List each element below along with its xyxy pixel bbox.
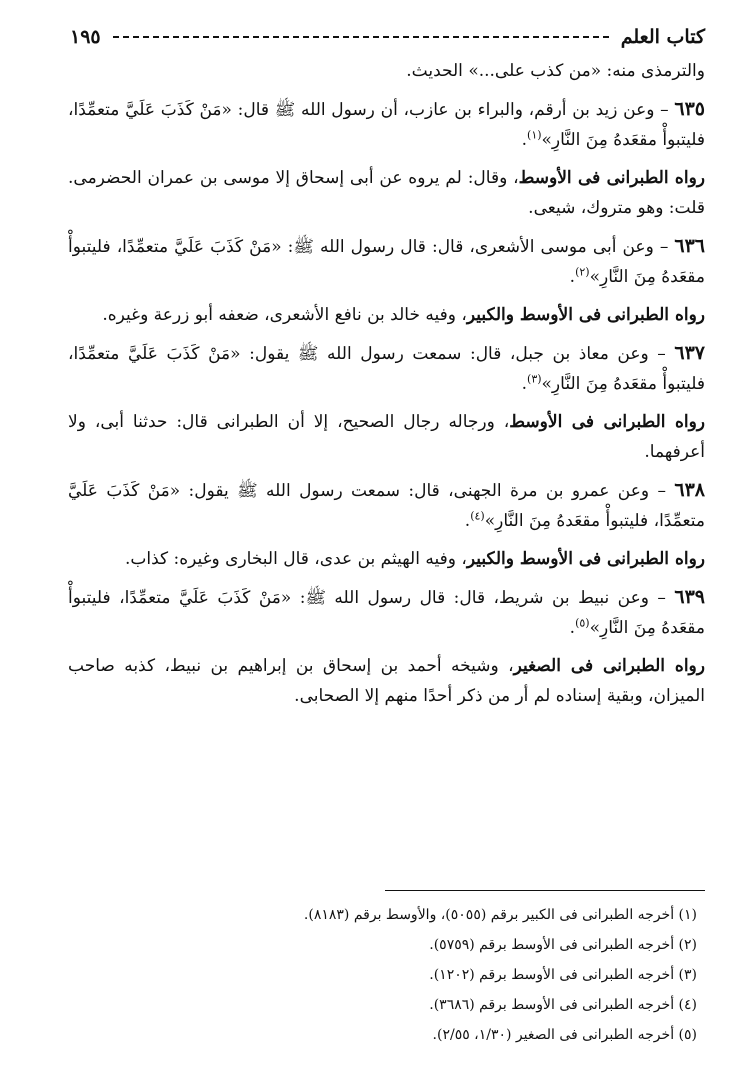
commentary-paragraph <box>68 300 705 330</box>
source-citation: رواه الطبرانى فى الأوسط <box>509 412 705 432</box>
commentary-paragraph <box>68 544 705 574</box>
footnote-ref: (٢) <box>575 265 590 279</box>
hadith-text: وعن معاذ بن جبل، قال: سمعت رسول الله ﷺ يقول: «مَنْ كَذَبَ عَلَيَّ متعمِّدًا، فليتبوأْ مقعَدهُ مِنَ النَّارِ» <box>68 344 705 394</box>
commentary-paragraph <box>68 163 705 223</box>
hadith-paragraph-637: ٦٣٧ – وعن معاذ بن جبل، قال: سمعت رسول الله ﷺ يقول: «مَنْ كَذَبَ عَلَيَّ متعمِّدًا، فليتبوأْ مقعَدهُ مِنَ النَّارِ»$^{(٣)}$. <box>68 342 705 394</box>
footnotes <box>68 900 697 1050</box>
hadith-number: ٦٣٩ <box>674 586 705 608</box>
hadith-number: ٦٣٨ <box>674 479 705 501</box>
footnote-3: (٣) أخرجه الطبرانى فى الأوسط برقم (١٢٠٢). <box>429 967 697 983</box>
footnote-ref: (٥) <box>575 616 590 630</box>
commentary-text: ، وفيه خالد بن نافع الأشعرى، ضعفه أبو زرعة وغيره. <box>102 305 467 325</box>
commentary-text: ، وشيخه أحمد بن إسحاق بن إبراهيم بن نبيط، كذبه صاحب الميزان، وبقية إسناده لم أر من ذكر أحدًا منهم إلا الصحابى. <box>68 656 705 706</box>
hadith-paragraph-638: ٦٣٨ – وعن عمرو بن مرة الجهنى، قال: سمعت رسول الله ﷺ يقول: «مَنْ كَذَبَ عَلَيَّ متعمِّدًا، فليتبوأْ مقعَدهُ مِنَ النَّارِ»$^{(٤)}$. <box>68 479 705 531</box>
hadith-paragraph-635: ٦٣٥ – وعن زيد بن أرقم، والبراء بن عازب، أن رسول الله ﷺ قال: «مَنْ كَذَبَ عَلَيَّ متعمِّدًا، فليتبوأْ مقعَدهُ مِنَ النَّارِ»$^{(١)}$. <box>68 98 706 150</box>
source-citation: رواه الطبرانى فى الصغير <box>513 656 705 676</box>
commentary-text: ، وقال: لم يروه عن أبى إسحاق إلا موسى بن عمران الحضرمى. قلت: وهو متروك، شيعى. <box>68 168 705 218</box>
book-title: كتاب العلم <box>620 26 705 48</box>
main-text <box>68 56 705 711</box>
source-citation: رواه الطبرانى فى الأوسط والكبير <box>466 549 705 569</box>
hadith-text: وعن عمرو بن مرة الجهنى، قال: سمعت رسول الله ﷺ يقول: «مَنْ كَذَبَ عَلَيَّ متعمِّدًا، فليتبوأْ مقعَدهُ مِنَ النَّارِ» <box>68 481 705 531</box>
footnote-separator <box>385 890 705 891</box>
hadith-number: ٦٣٥ <box>674 98 706 120</box>
footnote-ref: (١) <box>527 128 542 142</box>
hadith-paragraph-636: ٦٣٦ – وعن أبى موسى الأشعرى، قال: قال رسول الله ﷺ: «مَنْ كَذَبَ عَلَيَّ متعمِّدًا، فليتبوأْ مقعَدهُ مِنَ النَّارِ»$^{(٢)}$. <box>68 235 705 287</box>
source-citation: رواه الطبرانى فى الأوسط والكبير <box>466 305 705 325</box>
hadith-text: وعن نبيط بن شريط، قال: قال رسول الله ﷺ: «مَنْ كَذَبَ عَلَيَّ متعمِّدًا، فليتبوأْ مقعَدهُ مِنَ النَّارِ» <box>68 588 705 638</box>
hadith-paragraph-639: ٦٣٩ – وعن نبيط بن شريط، قال: قال رسول الله ﷺ: «مَنْ كَذَبَ عَلَيَّ متعمِّدًا، فليتبوأْ مقعَدهُ مِنَ النَّارِ»$^{(٥)}$. <box>68 586 705 638</box>
continuation-paragraph: والترمذى منه: «من كذب على...» الحديث. <box>406 61 705 81</box>
commentary-text: ، وفيه الهيثم بن عدى، قال البخارى وغيره: كذاب. <box>124 549 467 569</box>
commentary-text: ، ورجاله رجال الصحيح، إلا أن الطبرانى قال: حدثنا أبى، ولا أعرفهما. <box>68 412 705 462</box>
footnote-ref: (٣) <box>527 372 542 386</box>
running-header <box>70 22 705 52</box>
hadith-number: ٦٣٧ <box>674 342 705 364</box>
commentary-paragraph <box>68 651 705 711</box>
commentary-paragraph <box>68 407 705 467</box>
footnote-1: (١) أخرجه الطبرانى فى الكبير برقم (٥٠٥٥)، والأوسط برقم (٨١٨٣). <box>303 907 697 923</box>
page-number: ١٩٥ <box>70 26 101 48</box>
footnote-2: (٢) أخرجه الطبرانى فى الأوسط برقم (٥٧٥٩). <box>429 937 697 953</box>
footnote-4: (٤) أخرجه الطبرانى فى الأوسط برقم (٣٦٨٦). <box>429 997 697 1013</box>
hadith-number: ٦٣٦ <box>674 235 705 257</box>
source-citation: رواه الطبرانى فى الأوسط <box>518 168 705 188</box>
hadith-text: وعن زيد بن أرقم، والبراء بن عازب، أن رسول الله ﷺ قال: «مَنْ كَذَبَ عَلَيَّ متعمِّدًا، فليتبوأْ مقعَدهُ مِنَ النَّارِ» <box>68 100 705 150</box>
footnote-5: (٥) أخرجه الطبرانى فى الصغير (١/٣٠، ٢/٥٥). <box>432 1027 697 1043</box>
hadith-text: وعن أبى موسى الأشعرى، قال: قال رسول الله ﷺ: «مَنْ كَذَبَ عَلَيَّ متعمِّدًا، فليتبوأْ مقعَدهُ مِنَ النَّارِ» <box>68 237 705 287</box>
header-dash-line <box>113 36 609 38</box>
footnote-ref: (٤) <box>470 509 485 523</box>
